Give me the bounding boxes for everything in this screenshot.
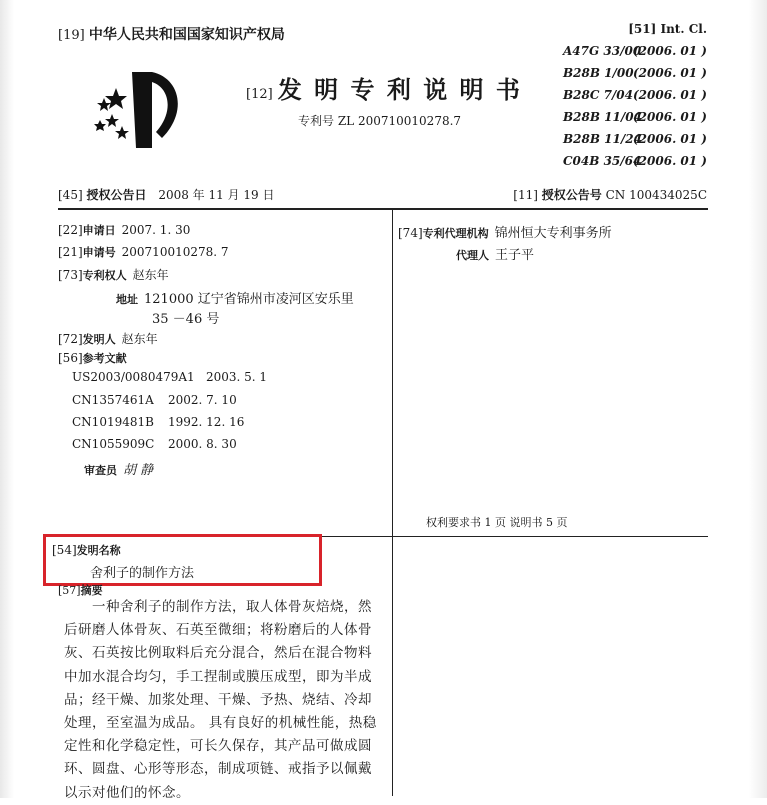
reference-item: CN1357461A 2002. 7. 10 [72, 393, 237, 407]
grant-no-line [513, 186, 707, 203]
tag-45: [45] [58, 188, 83, 202]
office-line [58, 24, 285, 44]
abstract-header: [57]摘要 [58, 584, 103, 597]
patent-no-label: 专利号 [298, 114, 335, 128]
examiner: 审查员 胡 静 [84, 463, 154, 478]
grant-date-line [58, 186, 274, 203]
grant-no-value: CN 100434025C [605, 188, 707, 202]
abstract-line: 中加水混合均匀，手工捏制或膜压成型，即为半成 [64, 668, 372, 685]
abstract-line: 以示对他们的怀念。 [64, 784, 190, 801]
ipc-row: B28B 1/00(2006. 01 ) [563, 66, 707, 80]
doc-title-line [246, 70, 522, 105]
ipc-row: C04B 35/64(2006. 01 ) [563, 154, 707, 168]
holder-address-line2: 35 －46 号 [152, 312, 220, 327]
tag-51: [51] [628, 22, 657, 36]
divider-vertical [392, 210, 393, 796]
cnipa-emblem-icon [92, 68, 192, 148]
grant-date-value: 2008 年 11 月 19 日 [158, 188, 275, 202]
office-name: 中华人民共和国国家知识产权局 [88, 27, 285, 43]
patent-no-value: ZL 200710010278.7 [337, 114, 462, 128]
reference-item: CN1019481B 1992. 12. 16 [72, 415, 245, 429]
reference-item: US2003/0080479A1 2003. 5. 1 [72, 370, 268, 384]
document-type-title: 发 明 专 利 说 明 书 [277, 76, 522, 104]
abstract-body [64, 596, 390, 805]
application-date: [22]申请日 2007. 1. 30 [58, 223, 191, 237]
ipc-header [628, 22, 707, 36]
ipc-row: A47G 33/00(2006. 01 ) [563, 44, 707, 58]
abstract-line: 品；经干燥、加浆处理、干燥、予热、烧结、冷却 [64, 691, 372, 708]
page-edge-shadow-left [0, 0, 14, 798]
abstract-line: 后研磨人体骨灰、石英至微细；将粉磨后的人体骨 [64, 622, 372, 639]
abstract-line: 处理，至室温为成品。 具有良好的机械性能，热稳 [64, 715, 377, 732]
patent-agency: [74]专利代理机构 锦州恒大专利事务所 [398, 226, 612, 241]
abstract-line: 灰、石英按比例取料后充分混合，然后在混合物料 [64, 645, 372, 662]
reference-item: CN1055909C 2000. 8. 30 [72, 437, 237, 451]
patent-number-line [298, 112, 461, 129]
application-number: [21]申请号 200710010278. 7 [58, 245, 229, 259]
patent-holder: [73]专利权人 赵东年 [58, 268, 169, 282]
tag-11: [11] [513, 188, 538, 202]
page-edge-shadow-right [749, 0, 767, 798]
abstract-line: 一种舍利子的制作方法，取人体骨灰焙烧，然 [92, 599, 372, 615]
ipc-label: Int. Cl. [660, 22, 707, 36]
invention-title-header: [54]发明名称 [52, 543, 121, 557]
inventor: [72]发明人 赵东年 [58, 332, 158, 346]
references-header: [56]参考文献 [58, 351, 127, 365]
page-count: 权利要求书 1 页 说明书 5 页 [426, 516, 568, 529]
grant-no-label: 授权公告号 [541, 188, 602, 202]
ipc-row: B28C 7/04(2006. 01 ) [563, 88, 707, 102]
title-highlight-box [43, 534, 322, 586]
ipc-row: B28B 11/24(2006. 01 ) [563, 132, 707, 146]
abstract-line: 环、圆盘、心形等形态，制成项链、戒指予以佩戴 [64, 761, 372, 778]
divider-top [58, 208, 708, 210]
patent-agent: 代理人 王子平 [456, 248, 535, 263]
invention-title: 舍利子的制作方法 [90, 566, 195, 581]
tag-19: [19] [58, 28, 85, 43]
abstract-line: 定性和化学稳定性，可长久保存，其产品可做成圆 [64, 738, 372, 755]
holder-address: 地址 121000 辽宁省锦州市凌河区安乐里 [116, 292, 354, 307]
grant-date-label: 授权公告日 [86, 188, 147, 202]
tag-12: [12] [246, 87, 273, 102]
ipc-row: B28B 11/04(2006. 01 ) [563, 110, 707, 124]
